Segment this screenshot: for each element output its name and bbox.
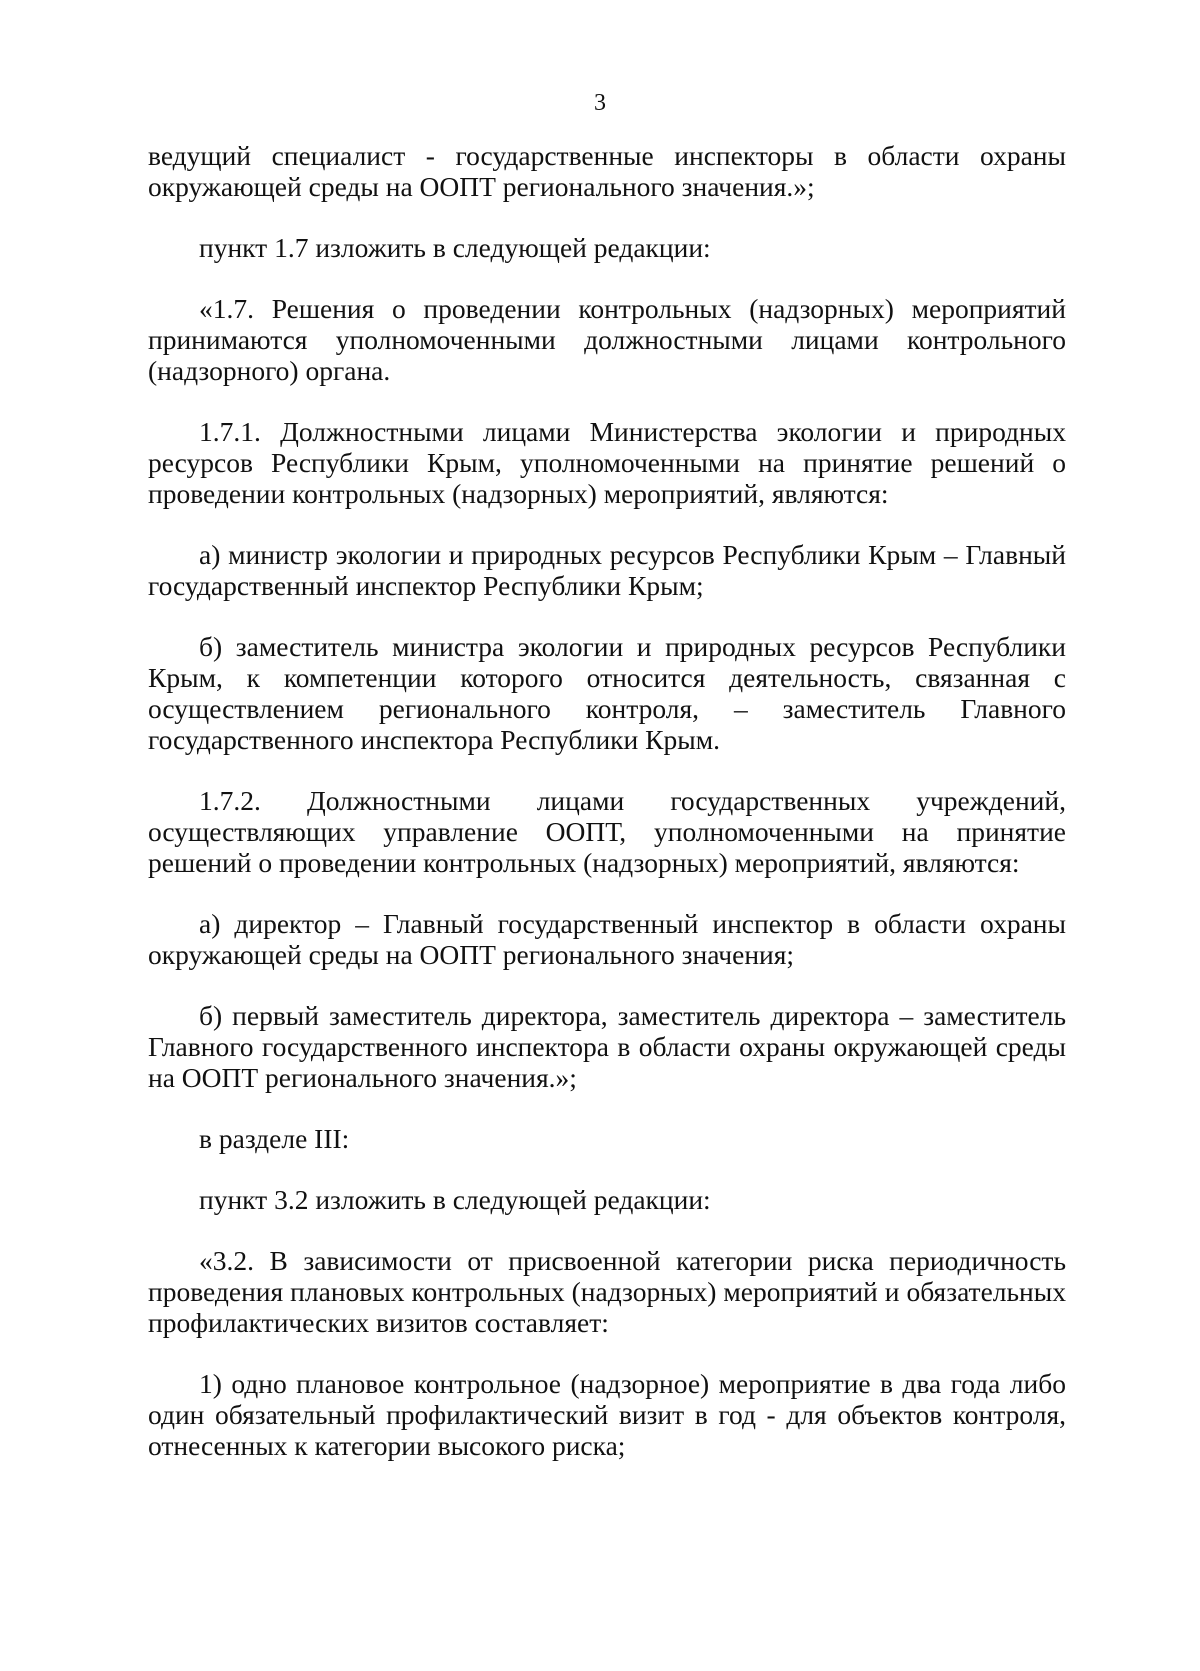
paragraph-1-7-1-b: б) заместитель министра экологии и природных ресурсов Республики Крым, к компетенции которого относится деятельность, связанная с осуществлением регионального контроля, – заместитель Главного государственного инспектора Республики Крым. (148, 631, 1066, 755)
paragraph-1-7-1: 1.7.1. Должностными лицами Министерства экологии и природных ресурсов Республики Крым, уполномоченными на принятие решений о проведении контрольных (надзорных) мероприятий, являются: (148, 416, 1066, 509)
document-body (148, 140, 1066, 1491)
page-number: 3 (594, 90, 606, 116)
paragraph-section-3: в разделе III: (199, 1123, 350, 1154)
paragraph-1-7-2: 1.7.2. Должностными лицами государственных учреждений, осуществляющих управление ООПТ, уполномоченными на принятие решений о проведении контрольных (надзорных) мероприятий, являются: (148, 785, 1066, 878)
paragraph-3-2-1: 1) одно плановое контрольное (надзорное) мероприятие в два года либо один обязательный профилактический визит в год - для объектов контроля, отнесенных к категории высокого риска; (148, 1368, 1066, 1461)
paragraph-1-7-2-a: а) директор – Главный государственный инспектор в области охраны окружающей среды на ООПТ регионального значения; (148, 908, 1066, 970)
paragraph-item-1-7-instruction: пункт 1.7 изложить в следующей редакции: (199, 232, 711, 263)
paragraph-inspectors-continuation: ведущий специалист - государственные инспекторы в области охраны окружающей среды на ООПТ регионального значения.»; (148, 140, 1066, 202)
paragraph-3-2: «3.2. В зависимости от присвоенной категории риска периодичность проведения плановых контрольных (надзорных) мероприятий и обязательных профилактических визитов составляет: (148, 1245, 1066, 1338)
paragraph-1-7: «1.7. Решения о проведении контрольных (надзорных) мероприятий принимаются уполномоченными должностными лицами контрольного (надзорного) органа. (148, 293, 1066, 386)
paragraph-1-7-2-b: б) первый заместитель директора, заместитель директора – заместитель Главного государственного инспектора в области охраны окружающей среды на ООПТ регионального значения.»; (148, 1000, 1066, 1093)
paragraph-item-3-2-instruction: пункт 3.2 изложить в следующей редакции: (199, 1184, 711, 1215)
paragraph-1-7-1-a: а) министр экологии и природных ресурсов Республики Крым – Главный государственный инспектор Республики Крым; (148, 539, 1066, 601)
